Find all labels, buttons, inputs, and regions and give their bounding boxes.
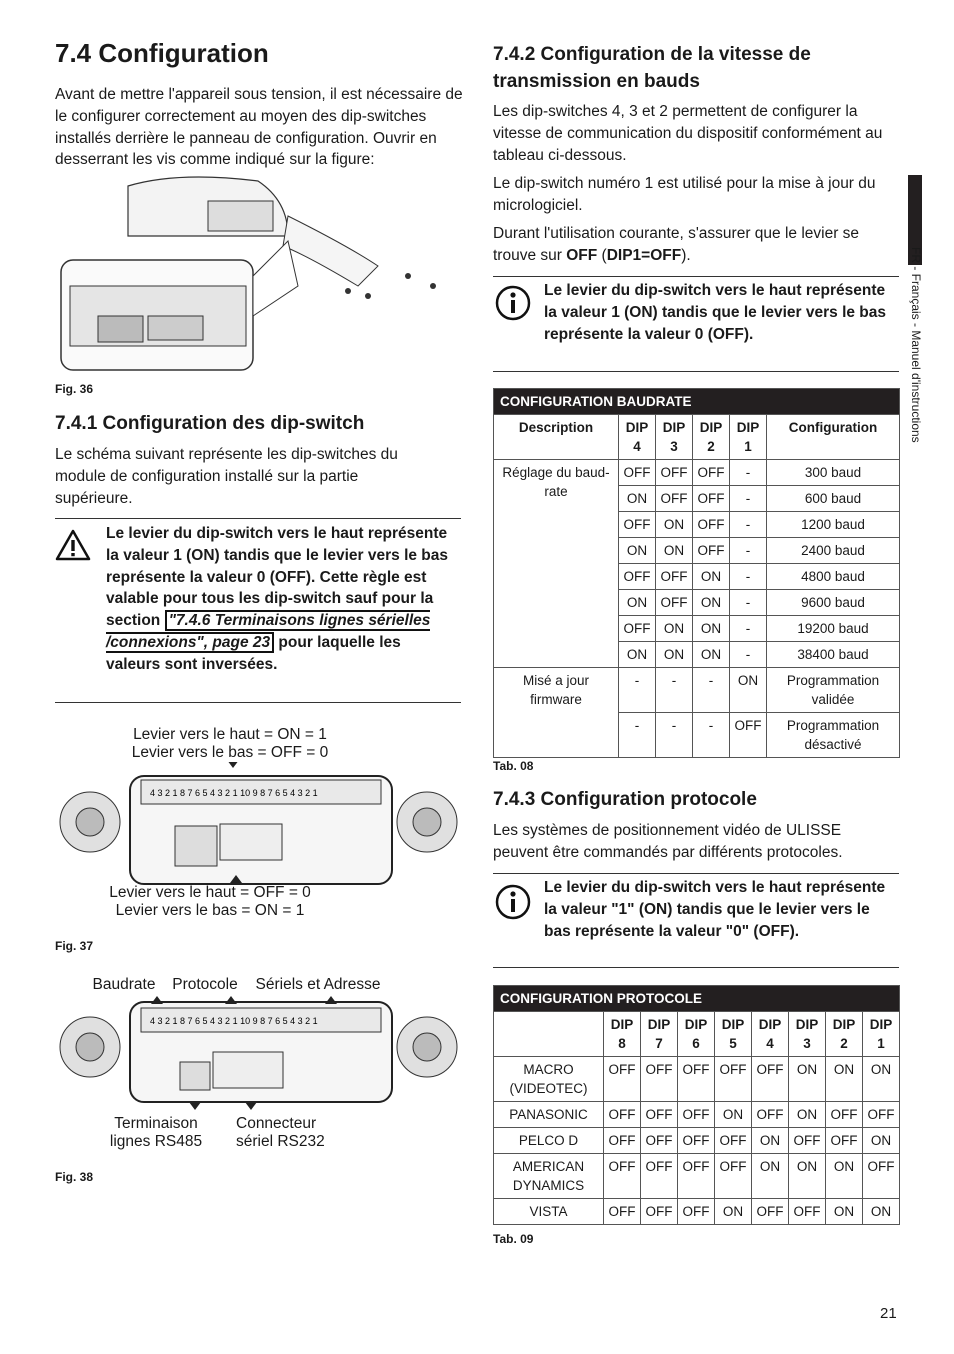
fig37-label-top-1: Levier vers le haut = ON = 1 [133,726,327,743]
table-cell: OFF [789,1128,826,1154]
table-cell: ON [619,590,656,616]
protocol-name: PELCO D [494,1128,604,1154]
table-cell: OFF [826,1102,863,1128]
subsection-7-4-1-text: Le schéma suivant représente les dip-switches du module de configuration installé sur la partie supérieure. [55,446,398,507]
page-number: 21 [880,1305,897,1322]
table-cell: - [730,460,767,486]
info-note-2 [493,873,899,968]
table-cell: Programmation désactivé [767,713,900,758]
header-dip1: DIP 1 [730,415,767,460]
table-cell: ON [693,590,730,616]
table-cell: OFF [863,1102,900,1128]
table-cell: ON [752,1128,789,1154]
table-cell: OFF [678,1102,715,1128]
text-3-part-a: Durant l'utilisation courante, s'assurer que le levier se trouve sur [493,225,860,264]
table-cell: OFF [752,1057,789,1102]
baudrate-table [493,388,900,758]
table-cell: OFF [656,486,693,512]
baudrate-table-title: CONFIGURATION BAUDRATE [494,389,900,415]
table-cell: 38400 baud [767,642,900,668]
table-cell: OFF [693,512,730,538]
table-row [494,1154,900,1199]
text-3-paren-open: ( [597,246,607,264]
table-row [494,1102,900,1128]
table-cell: - [730,564,767,590]
table-row [494,460,900,486]
table-cell: OFF [693,486,730,512]
fig37-label-bottom-1: Levier vers le haut = OFF = 0 [109,884,311,901]
table-cell: ON [715,1199,752,1225]
table-cell: OFF [604,1128,641,1154]
table-cell: OFF [619,564,656,590]
table-cell: - [619,668,656,713]
table-cell: - [656,713,693,758]
fig37-label-bottom-2: Levier vers le bas = ON = 1 [115,902,305,919]
header-dip6: DIP 6 [678,1012,715,1057]
group-label: Misé a jour firmware [494,668,619,758]
header-dip8: DIP 8 [604,1012,641,1057]
header-configuration: Configuration [767,415,900,460]
language-sidebar [906,247,926,490]
table-cell: ON [863,1199,900,1225]
table-cell: OFF [678,1199,715,1225]
fig38-label-connecteur-1: Connecteur [236,1115,317,1132]
table-cell: ON [789,1102,826,1128]
table-cell: ON [656,538,693,564]
table-cell: - [693,668,730,713]
table-cell: OFF [789,1199,826,1225]
table-cell: ON [619,486,656,512]
table-cell: ON [656,616,693,642]
text-3-off: OFF [566,246,598,264]
protocol-name: PANASONIC [494,1102,604,1128]
info-note-1-text: Le levier du dip-switch vers le haut représente la valeur 1 (ON) tandis que le levier vers le bas représente la valeur 0 (OFF). [544,282,887,343]
language-sidebar-text: FR - Français - Manuel d'instructions [909,247,923,443]
table-cell: OFF [619,512,656,538]
svg-text:4 3 2 1 8 7 6 5 4 3 2 1: 4 3 2 1 8 7 6 5 4 3 2 1 10 9 8 7 6 5 4 3 2 1 [150,788,318,798]
fig37-caption: Fig. 37 [55,939,94,953]
warning-text [106,523,451,676]
table-cell: ON [693,642,730,668]
table-cell: ON [730,668,767,713]
table-cell: OFF [863,1154,900,1199]
table-cell: OFF [656,590,693,616]
header-dip7: DIP 7 [641,1012,678,1057]
info-note-2-text: Le levier du dip-switch vers le haut représente la valeur "1" (ON) tandis que le levier vers le bas représente la valeur "0" (OFF). [544,879,886,940]
table-cell: ON [752,1154,789,1199]
fig37-label-top-2: Levier vers le bas = OFF = 0 [131,744,329,761]
table-cell: OFF [826,1128,863,1154]
table-cell: - [693,713,730,758]
table-cell: ON [656,512,693,538]
table-cell: 2400 baud [767,538,900,564]
fig36-illustration [58,176,463,376]
warning-text-part2: pour laquelle les valeurs sont inversées. [106,633,401,673]
table-cell: ON [693,564,730,590]
table-cell: ON [789,1154,826,1199]
table-cell: OFF [752,1102,789,1128]
warning-text-part1: Le levier du dip-switch vers le haut représente la valeur 1 (ON) tandis que le levier vers le bas représente la valeur 0 (OFF). Cette règle est valable pour tous les dip-switch sauf pour la section [106,525,449,630]
table-cell: - [730,486,767,512]
table-row [494,668,900,713]
table-cell: - [619,713,656,758]
table-cell: OFF [715,1128,752,1154]
table-cell: ON [715,1102,752,1128]
subsection-7-4-2-text-1: Les dip-switches 4, 3 et 2 permettent de configurer la vitesse de communication du dispositif conformément au tableau ci-dessous. [493,103,883,164]
subsection-7-4-2-title-line2: transmission en bauds [493,71,700,92]
fig38-label-protocole: Protocole [172,976,238,993]
section-cross-reference-link[interactable]: "7.4.6 Terminaisons lignes sérielles /connexions", page 23 [106,612,431,651]
table-cell: - [730,512,767,538]
table-cell: OFF [715,1154,752,1199]
table-cell: OFF [678,1128,715,1154]
subsection-7-4-3-text: Les systèmes de positionnement vidéo de ULISSE peuvent être commandés par différents protocoles. [493,822,843,861]
table-cell: ON [826,1199,863,1225]
table-cell: OFF [641,1199,678,1225]
protocol-name: AMERICAN DYNAMICS [494,1154,604,1199]
subsection-7-4-2-text-2: Le dip-switch numéro 1 est utilisé pour la mise à jour du micrologiciel. [493,175,876,214]
warning-icon [55,529,91,561]
tab09-caption: Tab. 09 [493,1232,534,1246]
fig38-label-terminaison-2: lignes RS485 [109,1133,203,1150]
header-dip3: DIP 3 [789,1012,826,1057]
table-cell: ON [863,1057,900,1102]
table-cell: OFF [656,460,693,486]
fig38-label-seriels: Sériels et Adresse [255,976,381,993]
table-cell: ON [863,1128,900,1154]
table-cell: OFF [604,1102,641,1128]
table-cell: Programmation validée [767,668,900,713]
header-protocol [494,1012,604,1057]
text-3-paren-close: ). [681,246,691,264]
table-cell: OFF [656,564,693,590]
header-dip3: DIP 3 [656,415,693,460]
table-cell: - [730,616,767,642]
table-cell: 19200 baud [767,616,900,642]
header-description: Description [494,415,619,460]
header-dip4: DIP 4 [752,1012,789,1057]
header-dip1: DIP 1 [863,1012,900,1057]
fig38-label-baudrate: Baudrate [92,976,156,993]
protocol-name: MACRO (VIDEOTEC) [494,1057,604,1102]
protocol-table-header [494,1012,900,1057]
table-cell: - [730,590,767,616]
table-cell: OFF [641,1057,678,1102]
table-cell: 4800 baud [767,564,900,590]
table-cell: OFF [752,1199,789,1225]
tab08-caption: Tab. 08 [493,759,534,773]
table-cell: 600 baud [767,486,900,512]
header-dip2: DIP 2 [826,1012,863,1057]
subsection-7-4-2-text-3 [493,223,898,267]
header-dip4: DIP 4 [619,415,656,460]
table-cell: 300 baud [767,460,900,486]
baudrate-table-header [494,415,900,460]
table-cell: ON [789,1057,826,1102]
table-cell: ON [656,642,693,668]
table-cell: ON [826,1154,863,1199]
subsection-7-4-3-title: 7.4.3 Configuration protocole [493,789,757,810]
table-cell: ON [693,616,730,642]
table-cell: OFF [678,1154,715,1199]
text-3-dip1-off: DIP1=OFF [606,246,682,264]
fig38-dip-switch-diagram [55,992,460,1114]
protocol-table-title: CONFIGURATION PROTOCOLE [494,986,900,1012]
fig36-caption: Fig. 36 [55,382,94,396]
protocol-table [493,985,900,1225]
fig38-label-connecteur-2: sériel RS232 [236,1133,325,1150]
protocol-name: VISTA [494,1199,604,1225]
header-dip2: DIP 2 [693,415,730,460]
info-icon [495,285,531,321]
table-cell: - [656,668,693,713]
subsection-7-4-1-title: 7.4.1 Configuration des dip-switch [55,413,365,434]
table-cell: OFF [604,1154,641,1199]
table-cell: OFF [693,460,730,486]
table-cell: 1200 baud [767,512,900,538]
table-cell: 9600 baud [767,590,900,616]
table-cell: OFF [641,1102,678,1128]
table-cell: ON [619,538,656,564]
warning-note [55,518,461,703]
group-label: Réglage du baud-rate [494,460,619,668]
fig38-caption: Fig. 38 [55,1170,94,1184]
header-dip5: DIP 5 [715,1012,752,1057]
table-cell: ON [619,642,656,668]
table-cell: - [730,538,767,564]
table-cell: OFF [619,460,656,486]
table-cell: OFF [641,1154,678,1199]
fig37-dip-switch-diagram [55,762,460,887]
table-cell: OFF [715,1057,752,1102]
table-cell: ON [826,1057,863,1102]
table-cell: OFF [678,1057,715,1102]
table-row [494,1199,900,1225]
table-cell: OFF [641,1128,678,1154]
table-cell: - [730,642,767,668]
table-cell: OFF [693,538,730,564]
table-row [494,1128,900,1154]
svg-text:4 3 2 1 8 7 6 5 4 3 2 1: 4 3 2 1 8 7 6 5 4 3 2 1 10 9 8 7 6 5 4 3 2 1 [150,1016,318,1026]
info-icon [495,884,531,920]
table-cell: OFF [730,713,767,758]
subsection-7-4-2-title-line1: 7.4.2 Configuration de la vitesse de [493,44,811,65]
page-title: 7.4 Configuration [55,38,269,68]
table-cell: OFF [604,1057,641,1102]
table-cell: OFF [604,1199,641,1225]
fig38-label-terminaison-1: Terminaison [114,1115,198,1132]
info-note-1 [493,276,899,372]
intro-paragraph: Avant de mettre l'appareil sous tension, il est nécessaire de le configurer correctement au moyen des dip-switches installés derrière le panneau de configuration. Ouvrir en desserrant les vis comme indiqué sur la figure: [55,86,463,169]
table-cell: OFF [619,616,656,642]
table-row [494,1057,900,1102]
